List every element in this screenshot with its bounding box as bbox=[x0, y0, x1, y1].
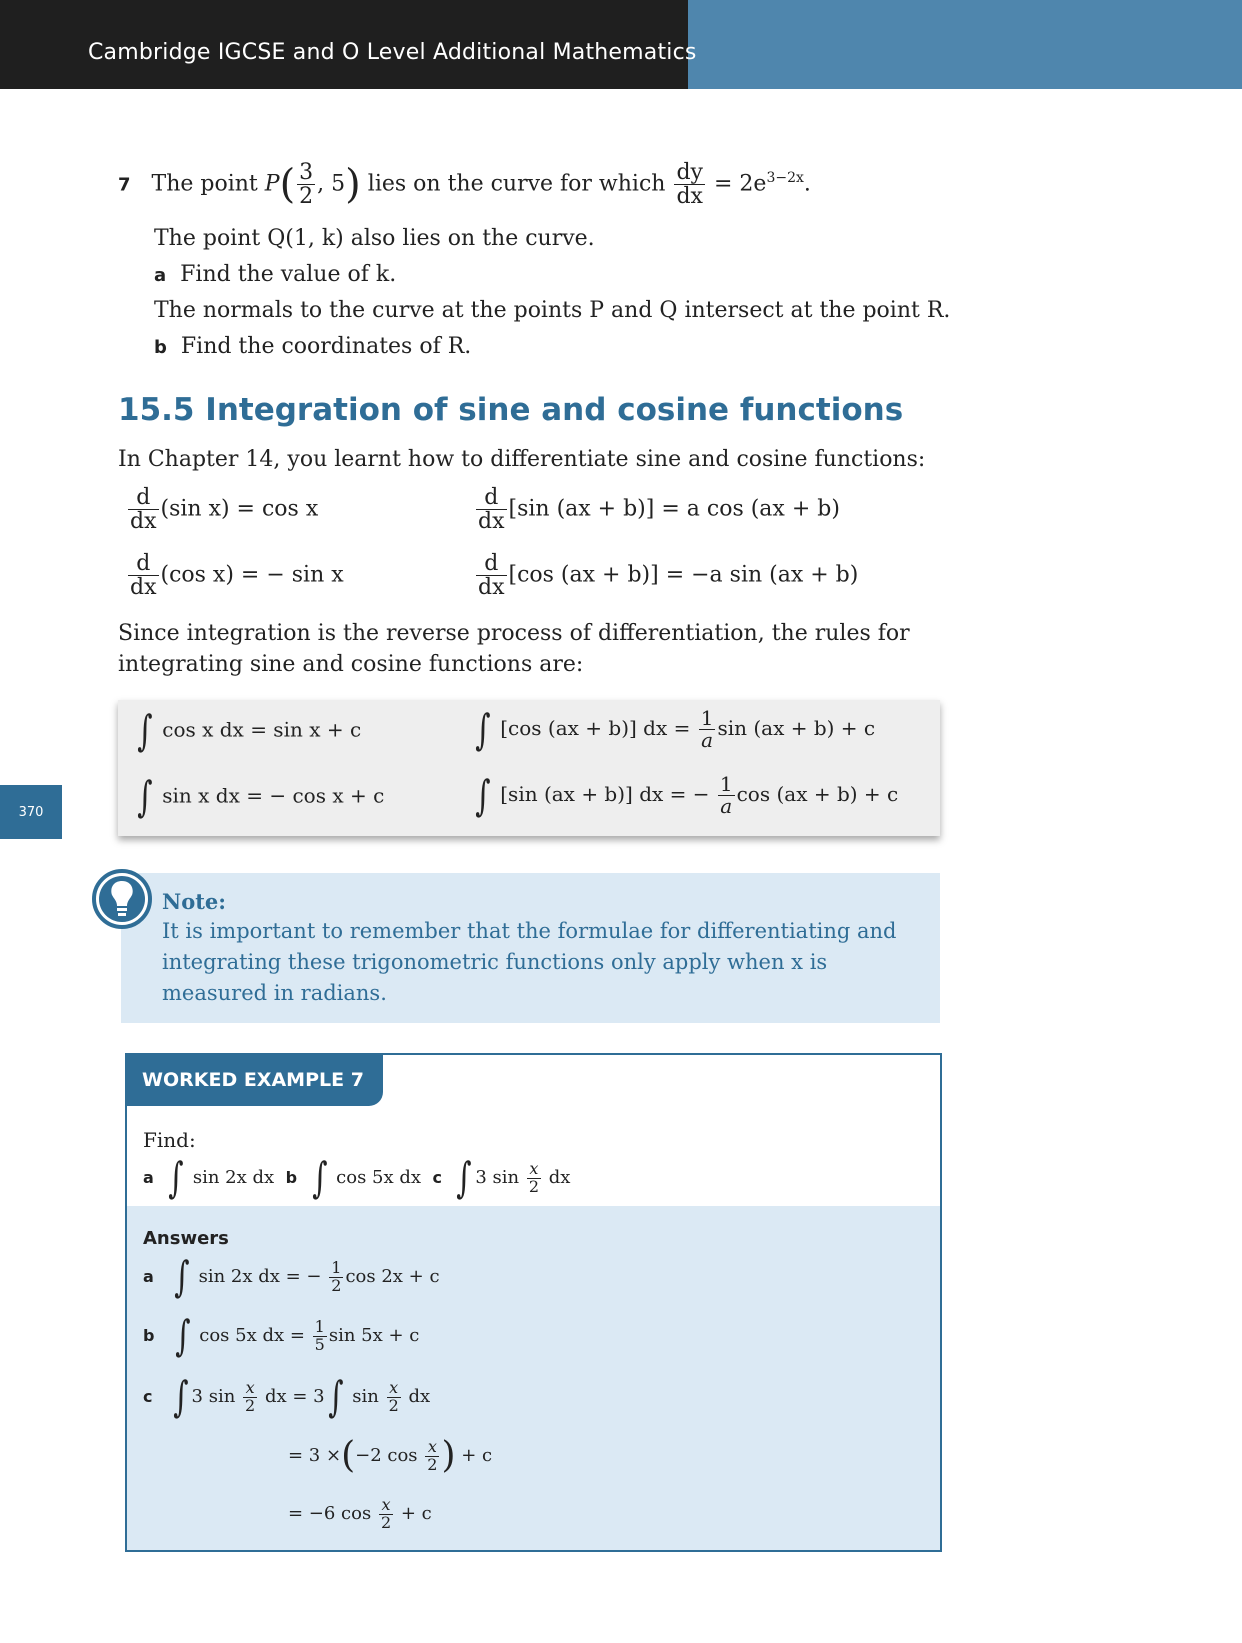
answer-b: b ∫ cos 5x dx = $\frac{1}{5}$ sin 5x + c bbox=[143, 1311, 420, 1360]
answer-a: a ∫ sin 2x dx = − $\frac{1}{2}$ cos 2x + c bbox=[143, 1252, 440, 1301]
diff-formula-4: $\frac{d}{dx}$ [cos (ax + b)] = −a sin (ax + b) bbox=[478, 551, 859, 601]
note-title: Note: bbox=[162, 889, 227, 914]
answer-c-line3: = −6 cos $\frac{x}{2}$ + c bbox=[288, 1494, 432, 1532]
rule-cos-ax-b: ∫ [cos (ax + b)] dx = $\frac{1}{a}$ sin (ax + b) + c bbox=[475, 704, 876, 754]
header-accent bbox=[688, 0, 1242, 89]
rule-cos-x: ∫ cos x dx = sin x + c bbox=[137, 706, 362, 755]
we-find: Find: bbox=[143, 1128, 196, 1152]
section-heading: 15.5 Integration of sine and cosine functions bbox=[118, 392, 904, 428]
integral-sign: ∫ bbox=[137, 772, 153, 821]
diff-formula-2: $\frac{d}{dx}$ [sin (ax + b)] = a cos (ax + b) bbox=[478, 485, 840, 535]
answer-c-line1: c ∫ 3 sin $\frac{x}{2}$ dx = 3∫ sin $\frac{x}{2}$ dx bbox=[143, 1372, 431, 1421]
section-intro: In Chapter 14, you learnt how to differentiate sine and cosine functions: bbox=[118, 447, 926, 472]
diff-formula-1: $\frac{d}{dx}$ (sin x) = cos x bbox=[130, 485, 319, 535]
book-title: Cambridge IGCSE and O Level Additional Mathematics bbox=[88, 40, 697, 65]
integral-sign: ∫ bbox=[137, 706, 153, 755]
we-questions: a ∫ sin 2x dx b ∫ cos 5x dx c ∫ 3 sin $\frac{x}{2}$ dx bbox=[143, 1153, 571, 1202]
rule-sin-x: ∫ sin x dx = − cos x + c bbox=[137, 772, 385, 821]
question-7-part-a: a Find the value of k. bbox=[154, 262, 397, 287]
worked-example-tab: WORKED EXAMPLE 7 bbox=[125, 1053, 383, 1106]
page-number: 370 bbox=[0, 785, 62, 839]
integral-sign: ∫ bbox=[475, 770, 491, 820]
integral-sign: ∫ bbox=[172, 1372, 189, 1421]
integral-sign: ∫ bbox=[174, 1252, 190, 1301]
integral-sign: ∫ bbox=[174, 1311, 191, 1360]
integral-sign: ∫ bbox=[311, 1153, 328, 1202]
answers-heading: Answers bbox=[143, 1228, 229, 1249]
question-number: 7 bbox=[118, 174, 131, 196]
integral-sign: ∫ bbox=[456, 1153, 473, 1202]
integral-sign: ∫ bbox=[475, 704, 491, 754]
note-text: It is important to remember that the formulae for differentiating and integrating these trigonometric functions only apply when x is measured in radians. bbox=[162, 919, 897, 1005]
since-line-2: integrating sine and cosine functions are: bbox=[118, 652, 584, 677]
rule-sin-ax-b: ∫ [sin (ax + b)] dx = − $\frac{1}{a}$ cos (ax + b) + c bbox=[475, 770, 899, 820]
answer-c-line2: = 3 ×(−2 cos $\frac{x}{2}$ ) + c bbox=[288, 1435, 493, 1476]
lightbulb-icon bbox=[91, 868, 153, 930]
question-7-line3: The normals to the curve at the points P and Q intersect at the point R. bbox=[154, 298, 951, 323]
question-7-part-b: b Find the coordinates of R. bbox=[154, 334, 472, 359]
question-7: 7 The point P( $\frac{3}{2}$ , 5) lies on the curve for which $\frac{dy}{dx}$ = $2e^{3-2x}$. bbox=[118, 159, 811, 209]
question-7-line2: The point Q(1, k) also lies on the curve. bbox=[154, 226, 595, 251]
since-line-1: Since integration is the reverse process of differentiation, the rules for bbox=[118, 621, 910, 646]
integral-sign: ∫ bbox=[327, 1372, 344, 1421]
integral-sign: ∫ bbox=[168, 1153, 184, 1202]
diff-formula-3: $\frac{d}{dx}$ (cos x) = − sin x bbox=[130, 551, 344, 601]
